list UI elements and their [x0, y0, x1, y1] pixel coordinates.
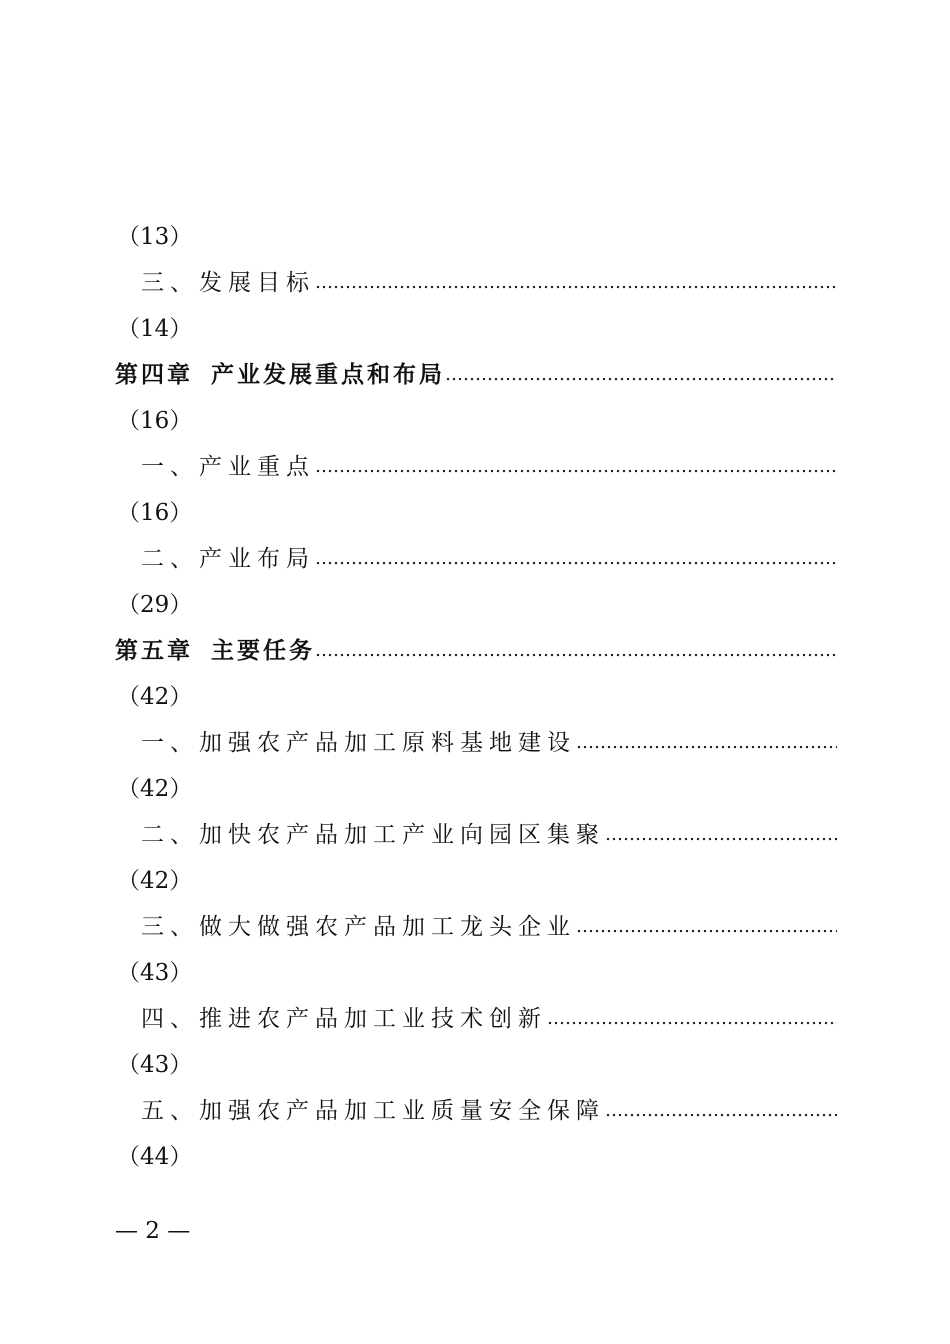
toc-page-number: （16）: [117, 408, 193, 434]
toc-entry-title: 四、推进农产品加工业技术创新: [141, 1006, 547, 1032]
toc-chapter-title: [115, 628, 315, 674]
toc-entry-title: 五、加强农产品加工业质量安全保障: [141, 1098, 605, 1124]
toc-entry[interactable]: [115, 536, 837, 582]
toc-page-number: （16）: [117, 500, 193, 526]
toc-page-number: （44）: [117, 1144, 193, 1170]
toc-entry[interactable]: [115, 812, 837, 858]
page-footer-number: — 2 —: [115, 1218, 191, 1244]
chapter-name: 产业发展重点和布局: [211, 362, 445, 388]
toc-entry-title: 二、产业布局: [141, 546, 315, 572]
toc-page-number: （43）: [117, 960, 193, 986]
toc-leader-dots: [445, 352, 837, 398]
chapter-number: 第五章: [115, 638, 193, 664]
toc-chapter-entry[interactable]: [115, 352, 837, 398]
toc-chapter-entry[interactable]: [115, 628, 837, 674]
toc-chapter-title: [115, 352, 445, 398]
toc-leader-dots: [605, 812, 837, 858]
toc-leader-dots: [547, 996, 837, 1042]
toc-entry-title: 一、产业重点: [141, 454, 315, 480]
toc-page-number: （14）: [117, 316, 193, 342]
chapter-number: 第四章: [115, 362, 193, 388]
toc-entry-title: 三、发展目标: [141, 270, 315, 296]
toc-entry[interactable]: [115, 904, 837, 950]
chapter-name: 主要任务: [211, 638, 315, 664]
toc-leader-dots: [315, 536, 837, 582]
toc-entry[interactable]: [115, 1088, 837, 1134]
toc-entry[interactable]: [115, 444, 837, 490]
toc-page-number: （13）: [117, 224, 193, 250]
toc-page-number: （42）: [117, 868, 193, 894]
toc-page-number: （42）: [117, 684, 193, 710]
toc-entry[interactable]: [115, 720, 837, 766]
toc-entry-title: 二、加快农产品加工产业向园区集聚: [141, 822, 605, 848]
toc-leader-dots: [576, 720, 837, 766]
toc-page-number: （29）: [117, 592, 193, 618]
toc-entry-title: 三、做大做强农产品加工龙头企业: [141, 914, 576, 940]
table-of-contents: [115, 214, 837, 1180]
toc-page-number: （42）: [117, 776, 193, 802]
toc-leader-dots: [605, 1088, 837, 1134]
toc-entry-title: 一、加强农产品加工原料基地建设: [141, 730, 576, 756]
toc-leader-dots: [315, 628, 837, 674]
toc-leader-dots: [576, 904, 837, 950]
toc-entry[interactable]: [115, 996, 837, 1042]
toc-entry[interactable]: [115, 260, 837, 306]
toc-page-number: （43）: [117, 1052, 193, 1078]
toc-leader-dots: [315, 260, 837, 306]
toc-leader-dots: [315, 444, 837, 490]
